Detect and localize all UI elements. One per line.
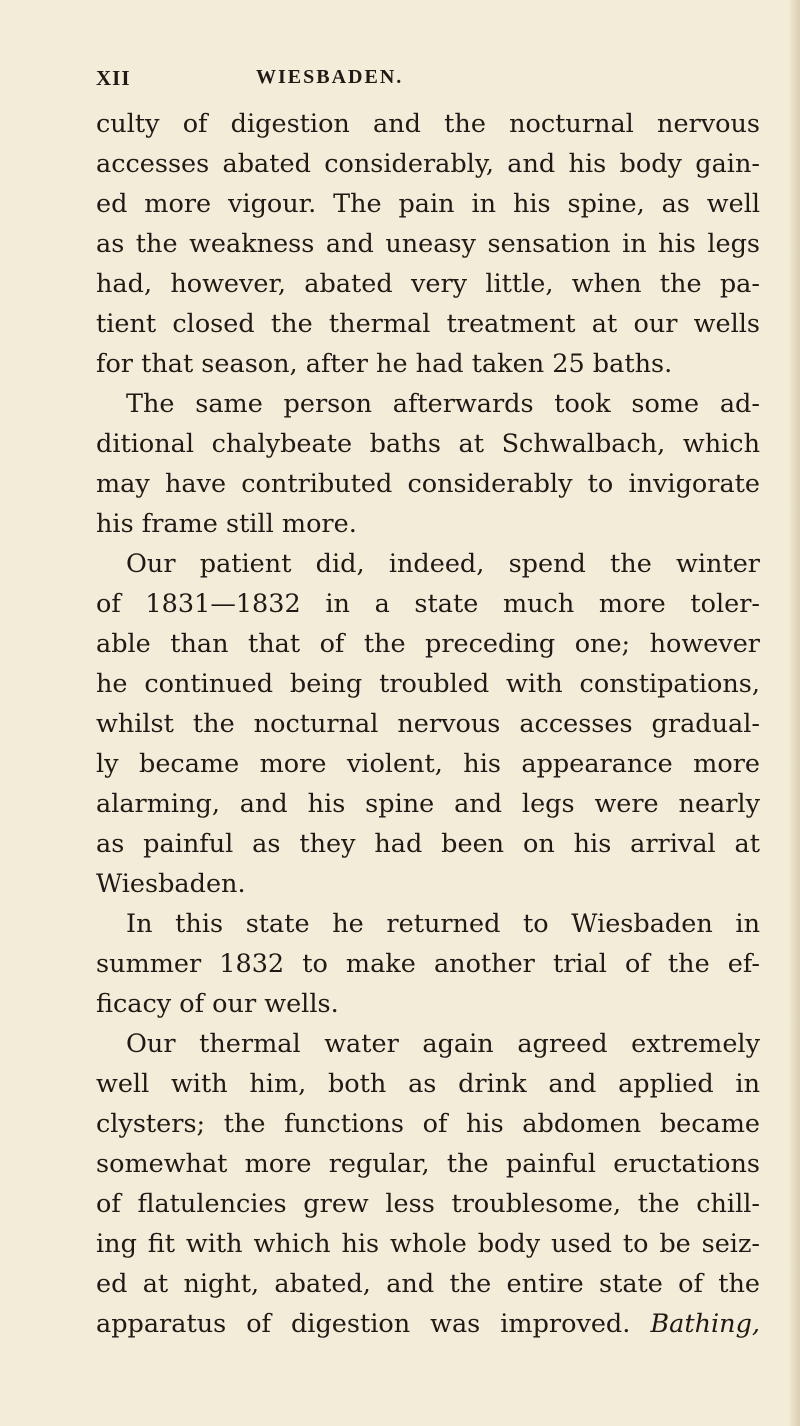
text-line: able than that of the preceding one; however — [96, 629, 760, 659]
text-line: ditional chalybeate baths at Schwalbach, which — [96, 429, 760, 459]
running-head: WIESBADEN. — [256, 66, 404, 88]
text-line: had, however, abated very little, when the pa- — [96, 269, 760, 299]
body-text — [96, 104, 760, 1344]
text-line: whilst the nocturnal nervous accesses gradual- — [96, 709, 760, 739]
text-line: somewhat more regular, the painful eructations — [96, 1149, 760, 1179]
text-line: ed at night, abated, and the entire state of the — [96, 1269, 760, 1299]
text-line: tient closed the thermal treatment at our wells — [96, 309, 760, 339]
text-line: alarming, and his spine and legs were nearly — [96, 789, 760, 819]
text-line: ed more vigour. The pain in his spine, as well — [96, 189, 760, 219]
text-line: The same person afterwards took some ad- — [126, 389, 760, 419]
text-line: he continued being troubled with constipations, — [96, 669, 760, 699]
page-number: XII — [96, 66, 131, 90]
page-edge — [790, 0, 800, 1426]
text-line: his frame still more. — [96, 509, 357, 539]
text-line-content: apparatus of digestion was improved. — [96, 1309, 631, 1339]
text-line: Our thermal water again agreed extremely — [126, 1029, 760, 1059]
catchword: Bathing, — [650, 1309, 760, 1339]
text-line: ing fit with which his whole body used to be seiz- — [96, 1229, 760, 1259]
text-line: culty of digestion and the nocturnal nervous — [96, 109, 760, 139]
text-line: as painful as they had been on his arrival at — [96, 829, 760, 859]
text-line: summer 1832 to make another trial of the ef- — [96, 949, 760, 979]
text-line: ly became more violent, his appearance more — [96, 749, 760, 779]
text-line: Our patient did, indeed, spend the winter — [126, 549, 760, 579]
text-line: as the weakness and uneasy sensation in his legs — [96, 229, 760, 259]
text-line: clysters; the functions of his abdomen became — [96, 1109, 760, 1139]
text-line: Wiesbaden. — [96, 869, 246, 899]
text-line: In this state he returned to Wiesbaden in — [126, 909, 760, 939]
text-line: accesses abated considerably, and his body gain- — [96, 149, 760, 179]
text-line: may have contributed considerably to invigorate — [96, 469, 760, 499]
text-line: of 1831—1832 in a state much more toler- — [96, 589, 760, 619]
text-line: well with him, both as drink and applied in — [96, 1069, 760, 1099]
text-line: ficacy of our wells. — [96, 989, 339, 1019]
text-line: of flatulencies grew less troublesome, the chill- — [96, 1189, 760, 1219]
text-line: for that season, after he had taken 25 baths. — [96, 349, 673, 379]
text-line — [96, 1304, 760, 1344]
page-header — [96, 66, 716, 94]
